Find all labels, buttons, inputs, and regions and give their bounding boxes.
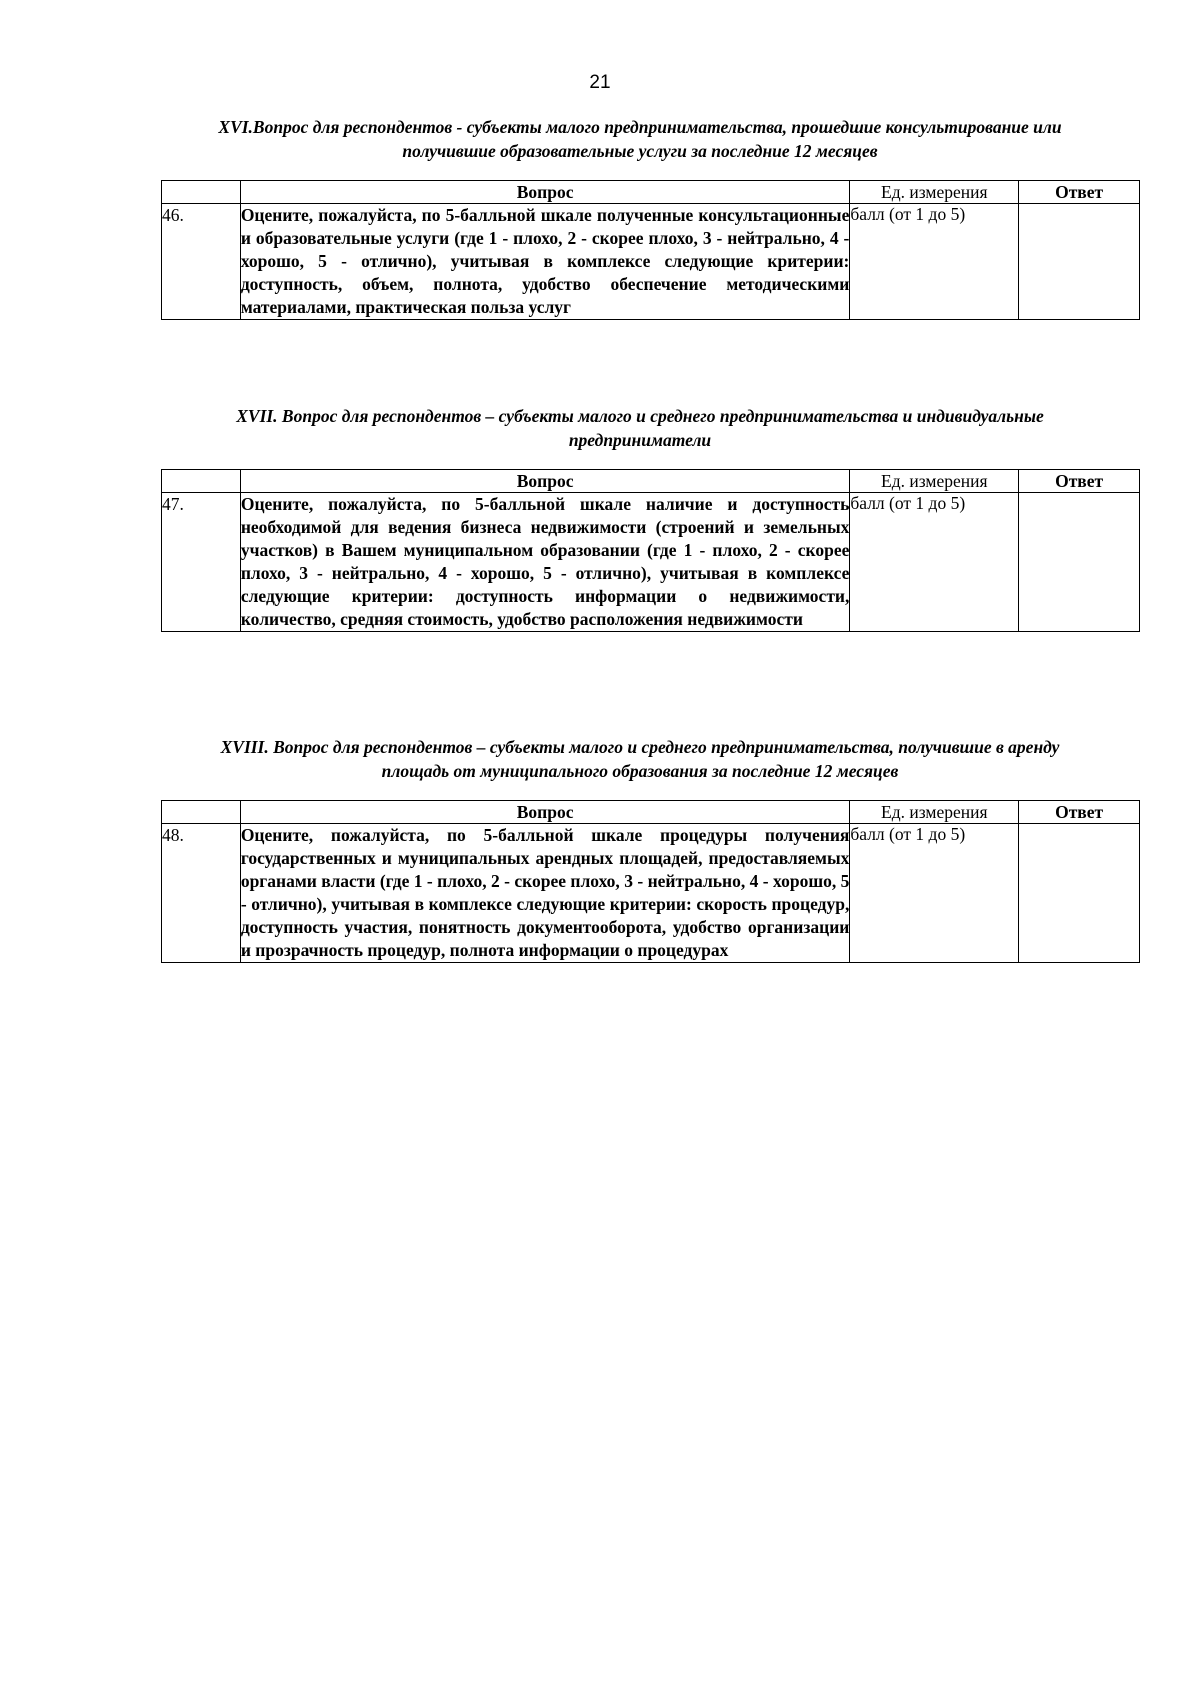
- row-question: Оцените, пожалуйста, по 5-балльной шкале наличие и доступность необходимой для ведения бизнеса недвижимости (строений и земельных участков) в Вашем муниципальном образовании (где 1 - плохо, 2 - скорее плохо, 3 - нейтрально, 4 - хорошо, 5 - отлично), учитывая в комплексе следующие критерии: доступность информации о недвижимости, количество, средняя стоимость, удобство расположения недвижимости: [240, 493, 850, 632]
- section-heading-line1: XVII. Вопрос для респондентов – субъекты малого и среднего предпринимательства и индивидуальные: [236, 406, 1044, 426]
- header-number-cell: [162, 181, 241, 204]
- table-header-row: [162, 470, 1140, 493]
- section-heading-line1: XVIII. Вопрос для респондентов – субъекты малого и среднего предпринимательства, получившие в аренду: [220, 737, 1060, 757]
- header-number-cell: [162, 801, 241, 824]
- header-unit: Ед. измерения: [850, 181, 1019, 204]
- row-answer-cell[interactable]: [1019, 493, 1140, 632]
- section-xvi: [140, 115, 1140, 320]
- section-heading: [140, 115, 1140, 163]
- question-table: [161, 180, 1140, 320]
- section-heading-line2: предприниматели: [568, 430, 712, 450]
- row-question: Оцените, пожалуйста, по 5-балльной шкале процедуры получения государственных и муниципальных арендных площадей, предоставляемых органами власти (где 1 - плохо, 2 - скорее плохо, 3 - нейтрально, 4 - хорошо, 5 - отлично), учитывая в комплексе следующие критерии: скорость процедур, доступность участия, понятность документооборота, удобство организации и прозрачность процедур, полнота информации о процедурах: [240, 824, 850, 963]
- section-xviii: [140, 735, 1140, 963]
- table-header-row: [162, 181, 1140, 204]
- row-question: Оцените, пожалуйста, по 5-балльной шкале полученные консультационные и образовательные услуги (где 1 - плохо, 2 - скорее плохо, 3 - нейтрально, 4 - хорошо, 5 - отлично), учитывая в комплексе следующие критерии: доступность, объем, полнота, удобство обеспечение методическими материалами, практическая польза услуг: [240, 204, 850, 320]
- row-answer-cell[interactable]: [1019, 824, 1140, 963]
- row-unit: балл (от 1 до 5): [850, 824, 1019, 963]
- header-question: Вопрос: [240, 181, 850, 204]
- table-row: [162, 824, 1140, 963]
- section-xvii: [140, 404, 1140, 632]
- row-number: 46.: [162, 204, 241, 320]
- table-row: [162, 204, 1140, 320]
- table-header-row: [162, 801, 1140, 824]
- question-table: [161, 469, 1140, 632]
- section-heading-line1: XVI.Вопрос для респондентов - субъекты малого предпринимательства, прошедшие консультирование или: [218, 117, 1062, 137]
- header-answer: Ответ: [1019, 470, 1140, 493]
- row-answer-cell[interactable]: [1019, 204, 1140, 320]
- page-number: 21: [589, 72, 611, 93]
- section-heading: [140, 735, 1140, 783]
- row-unit: балл (от 1 до 5): [850, 204, 1019, 320]
- question-table: [161, 800, 1140, 963]
- header-question: Вопрос: [240, 801, 850, 824]
- table-row: [162, 493, 1140, 632]
- header-question: Вопрос: [240, 470, 850, 493]
- row-unit: балл (от 1 до 5): [850, 493, 1019, 632]
- row-number: 47.: [162, 493, 241, 632]
- section-heading: [140, 404, 1140, 452]
- section-heading-line2: площадь от муниципального образования за последние 12 месяцев: [381, 761, 899, 781]
- header-answer: Ответ: [1019, 181, 1140, 204]
- row-number: 48.: [162, 824, 241, 963]
- header-unit: Ед. измерения: [850, 801, 1019, 824]
- section-heading-line2: получившие образовательные услуги за последние 12 месяцев: [402, 141, 878, 161]
- header-unit: Ед. измерения: [850, 470, 1019, 493]
- header-answer: Ответ: [1019, 801, 1140, 824]
- header-number-cell: [162, 470, 241, 493]
